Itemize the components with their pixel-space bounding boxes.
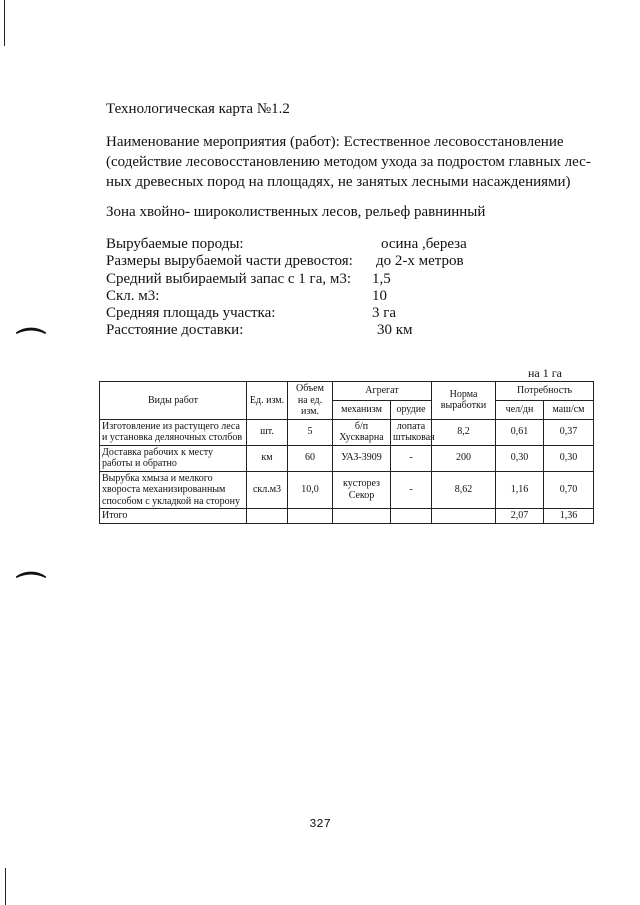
param-value: 30 км: [377, 322, 413, 339]
header-unit: Ед. изм.: [247, 382, 288, 420]
param-value: 10: [372, 287, 387, 304]
cell-man-days: 0,30: [496, 445, 544, 471]
cell-work: Доставка рабочих к месту работы и обратно: [100, 445, 247, 471]
cell-empty: [288, 509, 333, 524]
cell-man-days: 0,61: [496, 419, 544, 445]
table-row: [100, 471, 594, 509]
cell-empty: [247, 509, 288, 524]
header-unit-group: Агрегат: [333, 382, 432, 401]
cell-total-label: Итого: [100, 509, 247, 524]
header-tool: орудие: [391, 400, 432, 419]
cell-tool: -: [391, 471, 432, 509]
cell-volume: 60: [288, 445, 333, 471]
param-label: Средний выбираемый запас с 1 га, м3:: [106, 270, 352, 287]
cell-tool: лопата штыковая: [391, 419, 432, 445]
param-label: Скл. м3:: [106, 287, 160, 304]
cell-volume: 5: [288, 419, 333, 445]
param-label: Расстояние доставки:: [106, 322, 244, 339]
param-row: [106, 322, 586, 339]
header-demand: Потребность: [496, 382, 594, 401]
cell-mechanism: б/п Хускварна: [333, 419, 391, 445]
doc-title: Технологическая карта №1.2: [106, 101, 290, 117]
cell-machine-shifts: 0,37: [544, 419, 594, 445]
param-label: Вырубаемые породы:: [106, 236, 244, 252]
param-row: [106, 271, 586, 288]
param-value: осина ,береза: [381, 236, 467, 252]
description-line: ных древесных пород на площадях, не занятых лесными насаждениями): [106, 174, 571, 190]
header-volume: Объем на ед. изм.: [288, 382, 333, 420]
cell-norm: 200: [432, 445, 496, 471]
cell-empty: [333, 509, 391, 524]
left-margin-line-bottom: [5, 868, 6, 905]
cell-unit: шт.: [247, 419, 288, 445]
activity-description: [106, 132, 593, 192]
cell-unit: км: [247, 445, 288, 471]
cell-empty: [391, 509, 432, 524]
cell-man-days: 1,16: [496, 471, 544, 509]
cell-norm: 8,2: [432, 419, 496, 445]
table-header-row: [100, 382, 594, 401]
cell-total-machine-shifts: 1,36: [544, 509, 594, 524]
forest-zone: Зона хвойно- широколиственных лесов, рельеф равнинный: [106, 204, 486, 220]
table-total-row: [100, 509, 594, 524]
cell-work: Вырубка хмыза и мелкого хворостa механизированным способом с укладкой на сторону: [100, 471, 247, 509]
cell-machine-shifts: 0,30: [544, 445, 594, 471]
work-table: [99, 381, 594, 524]
table-row: [100, 419, 594, 445]
header-man-days: чел/дн: [496, 400, 544, 419]
cell-work: Изготовление из растущего леса и установка деляночных столбов: [100, 419, 247, 445]
table-row: [100, 445, 594, 471]
param-row: [106, 288, 586, 305]
cell-total-man-days: 2,07: [496, 509, 544, 524]
left-margin-line-top: [4, 0, 5, 46]
header-work-types: Виды работ: [100, 382, 247, 420]
param-row: [106, 253, 586, 270]
cell-machine-shifts: 0,70: [544, 471, 594, 509]
param-label: Средняя площадь участка:: [106, 305, 276, 322]
description-line: Наименование мероприятия (работ): Естественное лесовосстановление: [106, 134, 564, 150]
cell-mechanism: кусторез Секор: [333, 471, 391, 509]
cell-norm: 8,62: [432, 471, 496, 509]
binder-mark-top: ⌒: [16, 327, 46, 362]
header-machine-shifts: маш/см: [544, 400, 594, 419]
param-label: Размеры вырубаемой части древостоя:: [106, 253, 353, 270]
header-mechanism: механизм: [333, 400, 391, 419]
cell-mechanism: УАЗ-3909: [333, 445, 391, 471]
cell-volume: 10,0: [288, 471, 333, 509]
per-hectare-note: на 1 га: [528, 366, 562, 380]
description-line: (содействие лесовосстановлению методом ухода за подростом главных лес-: [106, 154, 591, 170]
param-row: [106, 305, 586, 322]
param-value: 1,5: [372, 270, 391, 287]
header-norm: Норма выработки: [432, 382, 496, 420]
cell-unit: скл.м3: [247, 471, 288, 509]
param-row: [106, 236, 586, 253]
binder-mark-bottom: ⌒: [16, 571, 46, 606]
page-number: 327: [309, 817, 331, 831]
cell-empty: [432, 509, 496, 524]
parameters-list: [106, 236, 586, 340]
cell-tool: -: [391, 445, 432, 471]
param-value: до 2-х метров: [376, 253, 464, 270]
param-value: 3 га: [372, 305, 397, 322]
